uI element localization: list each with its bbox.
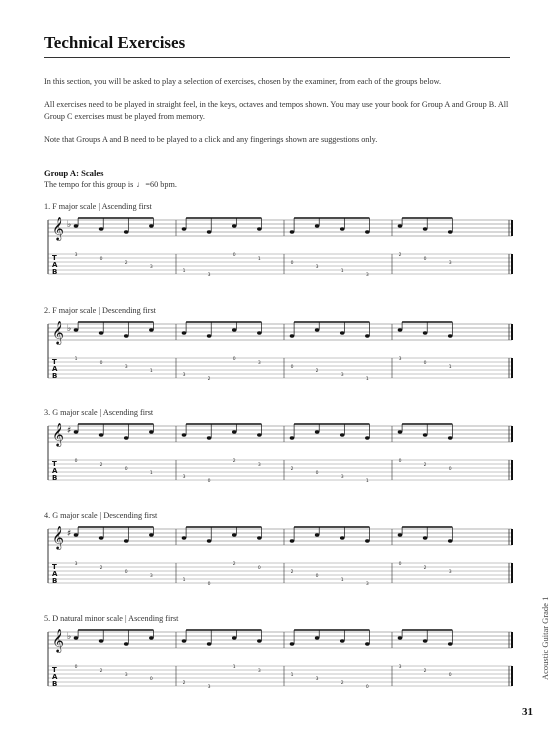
note-head [423, 639, 428, 642]
note-head [315, 430, 320, 433]
note-head [257, 227, 262, 230]
note-head [74, 328, 79, 331]
tab-number: 2 [207, 377, 211, 382]
click-note-paragraph: Note that Groups A and B need to be played to a click and any fingerings shown are suggestions only. [44, 135, 378, 144]
tab-number: 0 [207, 479, 211, 484]
tab-number: 1 [257, 257, 261, 262]
note-head [315, 328, 320, 331]
note-head [340, 536, 345, 539]
note-head [398, 533, 403, 536]
note-head [99, 227, 104, 230]
tab-clef-icon: B [52, 474, 58, 482]
tab-number: 0 [365, 685, 369, 690]
tab-number: 1 [448, 365, 452, 370]
note-head [99, 639, 104, 642]
tab-number: 1 [74, 357, 78, 362]
note-head [149, 328, 154, 331]
note-head [398, 328, 403, 331]
key-signature: ♭ [67, 632, 72, 642]
note-head [423, 331, 428, 334]
tab-number: 1 [290, 673, 294, 678]
tab-clef-icon: A [52, 261, 58, 269]
exercise-title-3: 3. G major scale | Ascending first [44, 408, 154, 417]
note-head [257, 433, 262, 436]
tab-number: 3 [207, 273, 211, 278]
note-head [290, 539, 295, 542]
exercise-title-1: 1. F major scale | Ascending first [44, 202, 152, 211]
note-head [232, 430, 237, 433]
tab-number: 1 [232, 665, 236, 670]
title-rule [44, 57, 510, 58]
note-head [232, 224, 237, 227]
tab-number: 1 [365, 377, 369, 382]
tab-number: 3 [207, 685, 211, 690]
tab-number: 3 [448, 570, 452, 575]
tab-number: 2 [340, 681, 344, 686]
note-head [365, 539, 370, 542]
tab-number: 3 [149, 574, 153, 579]
tab-clef-icon: A [52, 467, 58, 475]
tab-number: 2 [99, 669, 103, 674]
note-head [290, 436, 295, 439]
note-head [207, 539, 212, 542]
exercise-staff-5 [44, 628, 515, 698]
tab-number: 3 [124, 673, 128, 678]
note-head [182, 433, 187, 436]
note-head [365, 230, 370, 233]
tab-number: 3 [365, 582, 369, 587]
note-head [149, 533, 154, 536]
tab-clef-icon: B [52, 268, 58, 276]
tab-number: 1 [340, 269, 344, 274]
tab-number: 2 [423, 463, 427, 468]
tab-number: 0 [315, 471, 319, 476]
note-head [124, 230, 129, 233]
note-head [124, 436, 129, 439]
tab-number: 0 [423, 257, 427, 262]
tab-number: 2 [398, 253, 402, 258]
note-head [423, 227, 428, 230]
note-head [232, 533, 237, 536]
tab-number: 3 [124, 365, 128, 370]
note-head [182, 639, 187, 642]
tab-clef-icon: B [52, 372, 58, 380]
note-head [207, 436, 212, 439]
tab-number: 3 [257, 669, 261, 674]
note-head [448, 642, 453, 645]
tab-number: 1 [182, 269, 186, 274]
key-signature: ♭ [67, 220, 72, 230]
tab-number: 2 [232, 562, 236, 567]
tempo-line [44, 180, 177, 189]
tempo-value: =60 bpm. [145, 180, 177, 189]
tab-number: 0 [257, 566, 261, 571]
tab-number: 0 [232, 253, 236, 258]
tab-number: 0 [290, 365, 294, 370]
note-head [448, 230, 453, 233]
note-head [182, 536, 187, 539]
intro-paragraph: In this section, you will be asked to play a selection of exercises, chosen by the examiner, from each of the groups below. [44, 77, 442, 86]
note-head [340, 639, 345, 642]
tab-clef-icon: B [52, 680, 58, 688]
tab-number: 3 [74, 562, 78, 567]
tab-number: 0 [315, 574, 319, 579]
note-head [182, 331, 187, 334]
tab-number: 0 [448, 467, 452, 472]
tab-number: 2 [423, 566, 427, 571]
tab-number: 1 [340, 578, 344, 583]
group-a-heading: Group A: Scales [44, 168, 104, 178]
tab-clef-icon: T [52, 666, 57, 674]
tab-number: 2 [290, 467, 294, 472]
note-head [74, 636, 79, 639]
note-head [365, 334, 370, 337]
note-head [315, 224, 320, 227]
page-number: 31 [522, 706, 533, 718]
tab-number: 1 [182, 578, 186, 583]
tab-number: 3 [182, 373, 186, 378]
tab-number: 2 [182, 681, 186, 686]
note-head [340, 331, 345, 334]
note-head [365, 436, 370, 439]
tab-number: 2 [124, 261, 128, 266]
tempo-prefix: The tempo for this group is [44, 180, 134, 189]
exercise-staff-2 [44, 320, 515, 390]
note-head [74, 224, 79, 227]
note-head [207, 642, 212, 645]
tab-number: 0 [99, 257, 103, 262]
tab-number: 3 [257, 361, 261, 366]
note-head [99, 536, 104, 539]
tab-number: 0 [448, 673, 452, 678]
tab-number: 0 [124, 570, 128, 575]
exercise-staff-4 [44, 525, 515, 595]
tab-number: 0 [398, 459, 402, 464]
tab-number: 0 [398, 562, 402, 567]
tab-number: 2 [423, 669, 427, 674]
note-head [99, 433, 104, 436]
tab-number: 0 [124, 467, 128, 472]
tab-number: 0 [423, 361, 427, 366]
tab-number: 2 [99, 566, 103, 571]
note-head [74, 430, 79, 433]
tab-clef-icon: T [52, 460, 57, 468]
note-head [207, 230, 212, 233]
note-head [74, 533, 79, 536]
treble-clef-icon: 𝄞 [52, 216, 64, 240]
tab-number: 3 [74, 253, 78, 258]
tab-clef-icon: T [52, 563, 57, 571]
note-head [290, 230, 295, 233]
page-title: Technical Exercises [44, 33, 186, 52]
note-head [232, 636, 237, 639]
note-head [398, 224, 403, 227]
treble-clef-icon: 𝄞 [52, 628, 64, 652]
exercise-title-5: 5. D natural minor scale | Ascending first [44, 614, 179, 623]
note-head [448, 334, 453, 337]
note-head [182, 227, 187, 230]
tab-number: 3 [340, 373, 344, 378]
exercise-staff-1 [44, 216, 515, 286]
treble-clef-icon: 𝄞 [52, 320, 64, 344]
tab-clef-icon: A [52, 673, 58, 681]
tab-number: 3 [398, 665, 402, 670]
book-side-label: Acoustic Guitar Grade 1 [540, 596, 550, 680]
note-head [124, 334, 129, 337]
exercise-title-2: 2. F major scale | Descending first [44, 306, 156, 315]
note-head [257, 331, 262, 334]
tab-number: 0 [207, 582, 211, 587]
note-head [423, 536, 428, 539]
note-head [290, 642, 295, 645]
tab-clef-icon: T [52, 358, 57, 366]
note-head [423, 433, 428, 436]
treble-clef-icon: 𝄞 [52, 422, 64, 446]
tab-number: 3 [182, 475, 186, 480]
tab-number: 2 [290, 570, 294, 575]
note-head [257, 536, 262, 539]
note-head [448, 436, 453, 439]
note-head [365, 642, 370, 645]
note-head [315, 533, 320, 536]
note-head [290, 334, 295, 337]
tab-clef-icon: A [52, 365, 58, 373]
tab-number: 0 [74, 665, 78, 670]
note-head [124, 539, 129, 542]
note-head [124, 642, 129, 645]
tab-number: 0 [149, 677, 153, 682]
treble-clef-icon: 𝄞 [52, 525, 64, 549]
note-head [398, 430, 403, 433]
tab-number: 0 [232, 357, 236, 362]
tab-number: 3 [398, 357, 402, 362]
tab-number: 0 [74, 459, 78, 464]
tab-number: 1 [365, 479, 369, 484]
note-head [232, 328, 237, 331]
tab-number: 2 [99, 463, 103, 468]
tab-number: 3 [315, 677, 319, 682]
exercise-staff-3 [44, 422, 515, 492]
tab-number: 3 [340, 475, 344, 480]
note-head [398, 636, 403, 639]
note-head [340, 227, 345, 230]
tab-number: 2 [315, 369, 319, 374]
note-head [149, 430, 154, 433]
tab-clef-icon: A [52, 570, 58, 578]
note-head [448, 539, 453, 542]
tab-number: 3 [315, 265, 319, 270]
quarter-note-icon: ♩ [136, 180, 145, 189]
note-head [257, 639, 262, 642]
tab-clef-icon: B [52, 577, 58, 585]
tab-number: 3 [257, 463, 261, 468]
note-head [315, 636, 320, 639]
key-signature: ♯ [67, 426, 72, 436]
key-signature: ♭ [67, 324, 72, 334]
tab-clef-icon: T [52, 254, 57, 262]
tab-number: 0 [290, 261, 294, 266]
tab-number: 3 [448, 261, 452, 266]
tab-number: 3 [365, 273, 369, 278]
straight-feel-paragraph: All exercises need to be played in straight feel, in the keys, octaves and tempos shown. You may use your book for Group A and Group B. All Group C exercises must be played from memory. [44, 100, 509, 121]
tab-number: 1 [149, 369, 153, 374]
tab-number: 0 [99, 361, 103, 366]
note-head [149, 224, 154, 227]
tab-number: 3 [149, 265, 153, 270]
tab-number: 1 [149, 471, 153, 476]
note-head [340, 433, 345, 436]
note-head [149, 636, 154, 639]
note-head [207, 334, 212, 337]
exercise-title-4: 4. G major scale | Descending first [44, 511, 158, 520]
tab-number: 2 [232, 459, 236, 464]
note-head [99, 331, 104, 334]
key-signature: ♯ [67, 529, 72, 539]
